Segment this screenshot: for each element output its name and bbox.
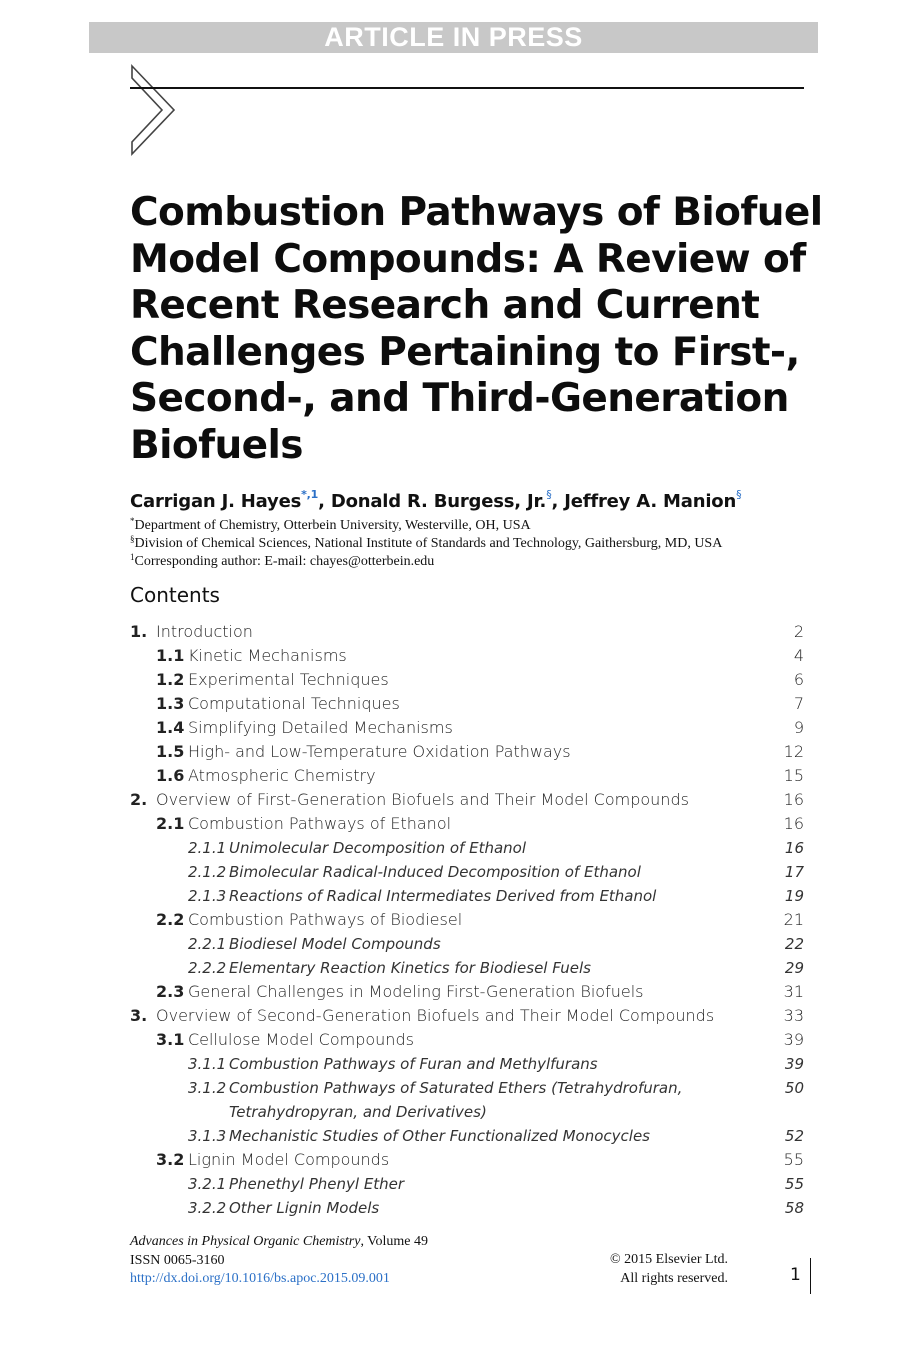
toc-page: 16 <box>783 790 804 809</box>
toc-page: 58 <box>784 1199 804 1217</box>
toc-number: 2.1.3 <box>188 887 227 905</box>
toc-title: Combustion Pathways of Furan and Methylfurans <box>229 1055 598 1073</box>
toc-number: 1.1 <box>156 646 185 665</box>
toc-entry[interactable] <box>130 1078 804 1126</box>
toc-entry[interactable] <box>130 790 804 814</box>
toc-title: Experimental Techniques <box>188 670 389 689</box>
toc-page: 29 <box>784 959 804 977</box>
affiliation-mark: § <box>130 534 135 544</box>
toc-page: 55 <box>783 1150 804 1169</box>
toc-entry[interactable] <box>130 1006 804 1030</box>
rights-line: All rights reserved. <box>620 1270 728 1286</box>
toc-page: 52 <box>784 1127 804 1145</box>
toc-entry[interactable] <box>130 910 804 934</box>
author-list: Carrigan J. Hayes$^{*,1}$, Donald R. Burgess, Jr.§, Jeffrey A. Manion§ <box>130 488 742 512</box>
affiliation-text: Department of Chemistry, Otterbein University, Westerville, OH, USA <box>134 518 531 533</box>
toc-title: Kinetic Mechanisms <box>188 646 347 665</box>
affiliation-text: Division of Chemical Sciences, National Institute of Standards and Technology, Gaithersburg, MD, USA <box>134 536 723 551</box>
toc-number: 3.2.1 <box>188 1175 227 1193</box>
affiliation-mark: 1 <box>130 552 135 562</box>
affiliation <box>130 516 531 534</box>
toc-number: 1. <box>130 622 148 641</box>
table-of-contents <box>130 622 804 1222</box>
toc-title: Phenethyl Phenyl Ether <box>229 1175 405 1193</box>
author-name: Carrigan J. Hayes <box>130 491 302 512</box>
toc-title: Biodiesel Model Compounds <box>229 935 441 953</box>
toc-title: Combustion Pathways of Saturated Ethers (Tetrahydrofuran, Tetrahydropyran, and Derivatives) <box>229 1079 683 1121</box>
author-name: Donald R. Burgess, Jr. <box>330 491 547 512</box>
toc-page: 6 <box>793 670 804 689</box>
toc-title: Cellulose Model Compounds <box>188 1030 414 1049</box>
affiliation <box>130 534 722 552</box>
chevron-logo-icon <box>130 64 178 156</box>
article-in-press-banner: ARTICLE IN PRESS <box>89 22 818 53</box>
toc-entry[interactable] <box>130 1030 804 1054</box>
toc-page: 21 <box>783 910 804 929</box>
toc-title: Overview of First-Generation Biofuels and Their Model Compounds <box>156 790 689 809</box>
toc-entry[interactable] <box>130 742 804 766</box>
journal-name: Advances in Physical Organic Chemistry <box>130 1234 361 1249</box>
toc-entry[interactable] <box>130 1126 804 1150</box>
toc-title: Overview of Second-Generation Biofuels and Their Model Compounds <box>156 1006 715 1025</box>
page-number-rule <box>810 1258 811 1294</box>
toc-entry[interactable] <box>130 814 804 838</box>
toc-entry[interactable] <box>130 646 804 670</box>
toc-entry[interactable] <box>130 958 804 982</box>
toc-title: Elementary Reaction Kinetics for Biodiesel Fuels <box>229 959 591 977</box>
toc-number: 1.6 <box>156 766 185 785</box>
toc-title: Combustion Pathways of Biodiesel <box>188 910 463 929</box>
toc-page: 16 <box>783 814 804 833</box>
toc-entry[interactable] <box>130 862 804 886</box>
toc-number: 3.1.1 <box>188 1055 227 1073</box>
toc-title: Bimolecular Radical-Induced Decomposition of Ethanol <box>229 863 641 881</box>
toc-title: Combustion Pathways of Ethanol <box>188 814 452 833</box>
toc-page: 12 <box>783 742 804 761</box>
toc-entry[interactable] <box>130 694 804 718</box>
toc-number: 2.3 <box>156 982 185 1001</box>
toc-title: Unimolecular Decomposition of Ethanol <box>229 839 527 857</box>
footer-citation <box>130 1233 428 1289</box>
toc-page: 9 <box>793 718 804 737</box>
toc-page: 22 <box>784 935 804 953</box>
toc-entry[interactable] <box>130 622 804 646</box>
toc-entry[interactable] <box>130 934 804 958</box>
toc-number: 2.2.1 <box>188 935 227 953</box>
toc-title: High- and Low-Temperature Oxidation Pathways <box>188 742 571 761</box>
toc-number: 2. <box>130 790 148 809</box>
toc-number: 2.1.1 <box>188 839 227 857</box>
toc-title: Atmospheric Chemistry <box>188 766 376 785</box>
toc-number: 3.2 <box>156 1150 185 1169</box>
toc-entry[interactable] <box>130 1150 804 1174</box>
toc-number: 2.1.2 <box>188 863 227 881</box>
toc-number: 3.2.2 <box>188 1199 227 1217</box>
toc-entry[interactable] <box>130 838 804 862</box>
toc-number: 2.2.2 <box>188 959 227 977</box>
affiliation <box>130 552 434 570</box>
toc-entry[interactable] <box>130 1054 804 1078</box>
toc-entry[interactable] <box>130 886 804 910</box>
toc-title: Simplifying Detailed Mechanisms <box>188 718 453 737</box>
toc-page: 55 <box>784 1175 804 1193</box>
toc-title: Lignin Model Compounds <box>188 1150 390 1169</box>
contents-heading: Contents <box>130 583 220 607</box>
author-marks[interactable]: § <box>736 488 742 501</box>
header-rule <box>130 87 804 89</box>
toc-title: General Challenges in Modeling First-Generation Biofuels <box>188 982 644 1001</box>
toc-page: 31 <box>783 982 804 1001</box>
toc-title: Other Lignin Models <box>229 1199 380 1217</box>
copyright-line: © 2015 Elsevier Ltd. <box>610 1252 728 1267</box>
toc-page: 50 <box>784 1079 804 1097</box>
toc-number: 1.3 <box>156 694 185 713</box>
author-marks[interactable]: § <box>546 488 552 501</box>
copyright <box>598 1251 728 1288</box>
toc-page: 19 <box>784 887 804 905</box>
issn: ISSN 0065-3160 <box>130 1252 225 1268</box>
toc-page: 2 <box>793 622 804 641</box>
toc-page: 4 <box>793 646 804 665</box>
author-marks[interactable]: *,1 <box>301 488 319 501</box>
toc-entry[interactable] <box>130 718 804 742</box>
toc-title: Introduction <box>156 622 253 641</box>
toc-title: Mechanistic Studies of Other Functionalized Monocycles <box>229 1127 650 1145</box>
toc-number: 1.5 <box>156 742 185 761</box>
doi-link[interactable]: http://dx.doi.org/10.1016/bs.apoc.2015.09.001 <box>130 1271 390 1286</box>
toc-number: 2.2 <box>156 910 185 929</box>
toc-page: 39 <box>784 1055 804 1073</box>
author-name: Jeffrey A. Manion <box>564 491 737 512</box>
toc-page: 15 <box>783 766 804 785</box>
toc-page: 17 <box>784 863 804 881</box>
journal-volume: , Volume 49 <box>360 1234 428 1249</box>
toc-page: 39 <box>783 1030 804 1049</box>
page-number: 1 <box>790 1265 801 1285</box>
toc-entry[interactable] <box>130 982 804 1006</box>
toc-number: 1.4 <box>156 718 185 737</box>
toc-number: 3.1.2 <box>188 1079 227 1097</box>
toc-number: 1.2 <box>156 670 185 689</box>
toc-number: 3.1.3 <box>188 1127 227 1145</box>
toc-title: Computational Techniques <box>188 694 400 713</box>
toc-title: Reactions of Radical Intermediates Derived from Ethanol <box>229 887 657 905</box>
toc-number: 3.1 <box>156 1030 185 1049</box>
toc-page: 16 <box>784 839 804 857</box>
toc-page: 33 <box>783 1006 804 1025</box>
toc-entry[interactable] <box>130 1198 804 1222</box>
toc-number: 3. <box>130 1006 148 1025</box>
affiliation-text: Corresponding author: E-mail: chayes@otterbein.edu <box>134 554 435 569</box>
toc-entry[interactable] <box>130 766 804 790</box>
toc-page: 7 <box>793 694 804 713</box>
toc-entry[interactable] <box>130 1174 804 1198</box>
toc-number: 2.1 <box>156 814 185 833</box>
affiliation-mark: * <box>130 516 135 526</box>
article-title: Combustion Pathways of Biofuel Model Compounds: A Review of Recent Research and Current Challenges Pertaining to First-, Second-, and Third-Generation Biofuels <box>130 190 823 468</box>
toc-entry[interactable] <box>130 670 804 694</box>
